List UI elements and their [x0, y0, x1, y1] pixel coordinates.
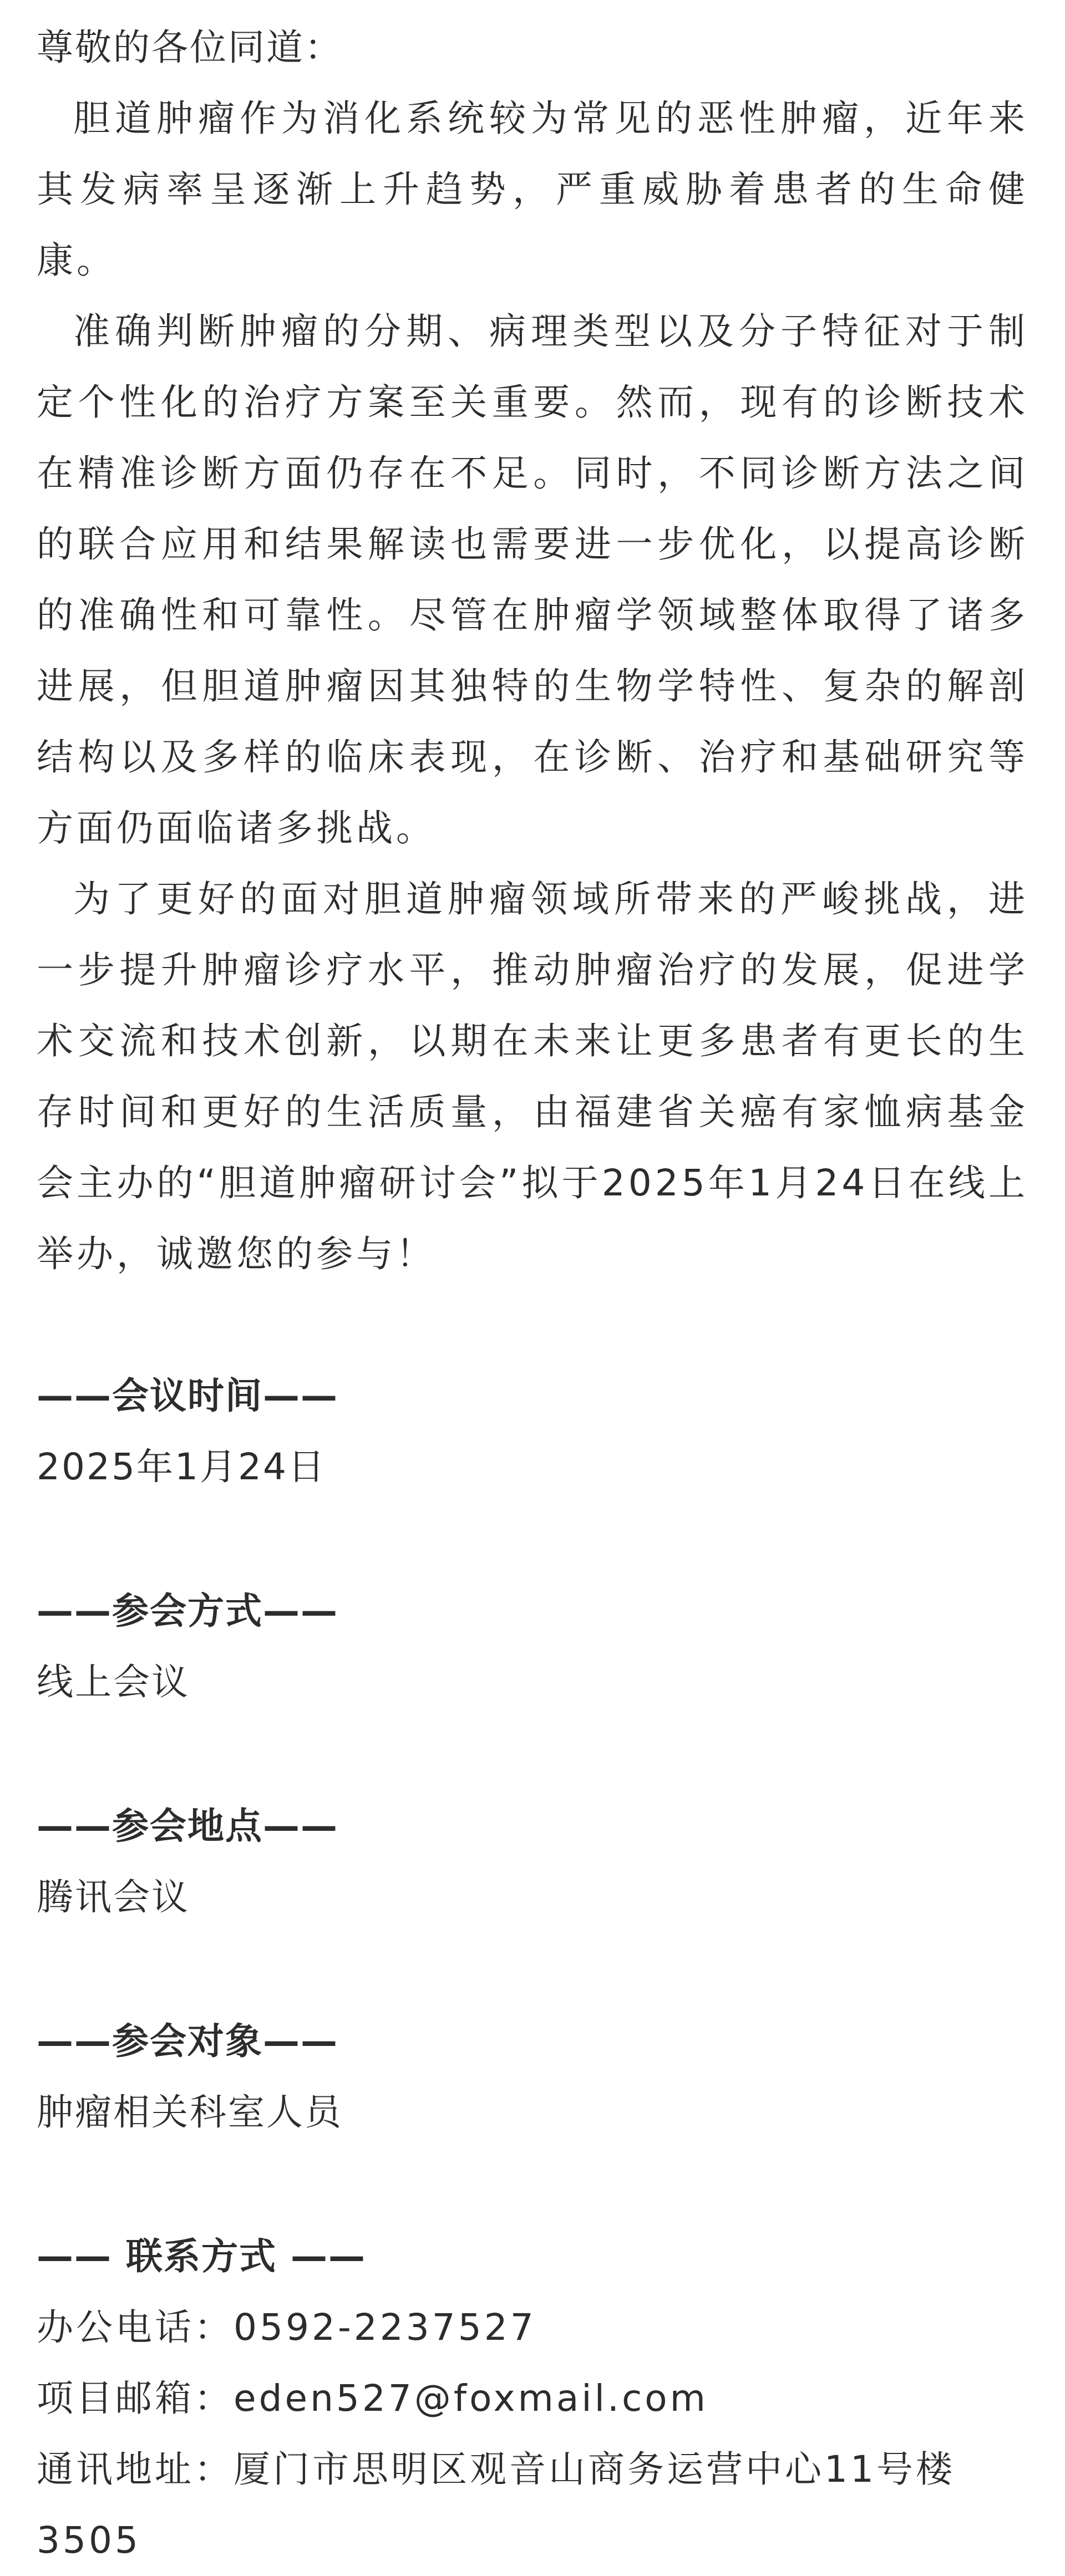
venue-value: 腾讯会议 — [37, 1876, 190, 1918]
paragraph-background: 胆道肿瘤作为消化系统较为常见的恶性肿瘤，近年来其发病率呈逐渐上升趋势，严重威胁着患者的生命健康。 — [37, 97, 1028, 282]
section-contact — [37, 2221, 1028, 2576]
section-title-meeting-time: ——会议时间—— — [37, 1374, 338, 1417]
section-audience — [37, 2006, 1028, 2148]
audience-value: 肿瘤相关科室人员 — [37, 2091, 343, 2134]
contact-email: 项目邮箱：eden527@foxmail.com — [37, 2377, 708, 2420]
paragraph-invitation: 为了更好的面对胆道肿瘤领域所带来的严峻挑战，进一步提升肿瘤诊疗水平，推动肿瘤治疗的发展，促进学术交流和技术创新，以期在未来让更多患者有更长的生存时间和更好的生活质量，由福建省关癌有家恤病基金会主办的“胆道肿瘤研讨会”拟于2025年1月24日在线上举办，诚邀您的参与！ — [37, 878, 1028, 1275]
attendance-mode-value: 线上会议 — [37, 1661, 190, 1703]
section-title-audience: ——参会对象—— — [37, 2020, 338, 2063]
contact-address: 通讯地址：厦门市思明区观音山商务运营中心11号楼3505 — [37, 2448, 955, 2562]
section-title-venue: ——参会地点—— — [37, 1805, 338, 1847]
section-attendance-mode — [37, 1576, 1028, 1718]
section-venue — [37, 1791, 1028, 1933]
spacer — [37, 1290, 1028, 1361]
greeting: 尊敬的各位同道： — [37, 26, 343, 69]
section-title-contact: —— 联系方式 —— — [37, 2235, 366, 2278]
section-title-attendance-mode: ——参会方式—— — [37, 1590, 338, 1632]
paragraph-challenges: 准确判断肿瘤的分期、病理类型以及分子特征对于制定个性化的治疗方案至关重要。然而，现有的诊断技术在精准诊断方面仍存在不足。同时，不同诊断方法之间的联合应用和结果解读也需要进一步优化，以提高诊断的准确性和可靠性。尽管在肿瘤学领域整体取得了诸多进展，但胆道肿瘤因其独特的生物学特性、复杂的解剖结构以及多样的临床表现，在诊断、治疗和基础研究等方面仍面临诸多挑战。 — [37, 310, 1028, 849]
contact-phone: 办公电话：0592-2237527 — [37, 2306, 536, 2349]
section-meeting-time — [37, 1361, 1028, 1503]
meeting-time-value: 2025年1月24日 — [37, 1445, 326, 1488]
